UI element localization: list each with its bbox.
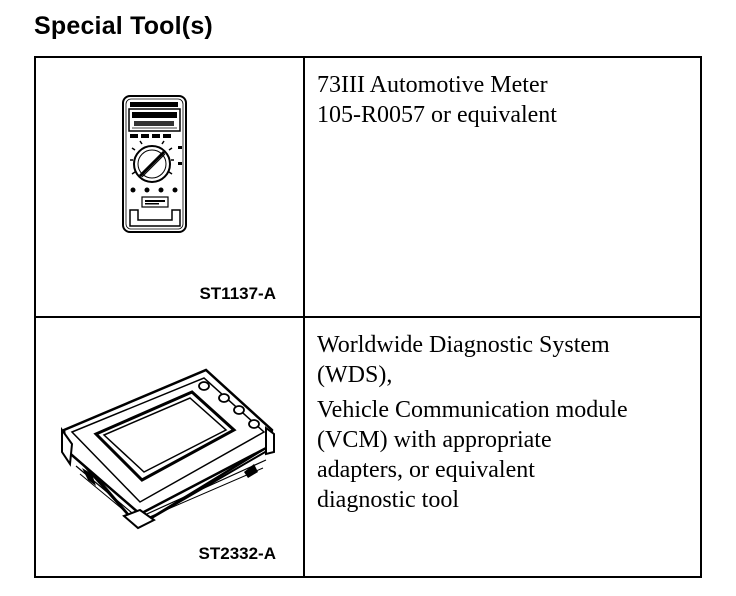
tool-image-cell [36,318,305,576]
tool-module-line: adapters, or equivalent [317,457,535,483]
tool-name-line: (WDS), [317,362,393,388]
tool-row-automotive-meter [36,58,700,318]
tool-row-diagnostic-system [36,318,700,576]
tool-figure-number: ST2332-A [198,544,276,563]
tool-module-line: Vehicle Communication module [317,397,628,423]
automotive-meter-icon [120,94,190,236]
tool-description [317,330,690,515]
tool-figure-number: ST1137-A [199,284,276,303]
special-tools-table [34,56,702,578]
diagnostic-system-icon [58,368,284,532]
tool-name-line: Worldwide Diagnostic System [317,332,610,358]
tool-module-line: (VCM) with appropriate [317,427,552,453]
tool-part-number: 105-R0057 or equivalent [317,102,557,128]
tool-name: 73III Automotive Meter [317,72,548,98]
tool-image-cell [36,58,305,316]
tool-description [317,70,690,130]
tool-module-line: diagnostic tool [317,487,459,513]
page-title: Special Tool(s) [34,12,213,40]
